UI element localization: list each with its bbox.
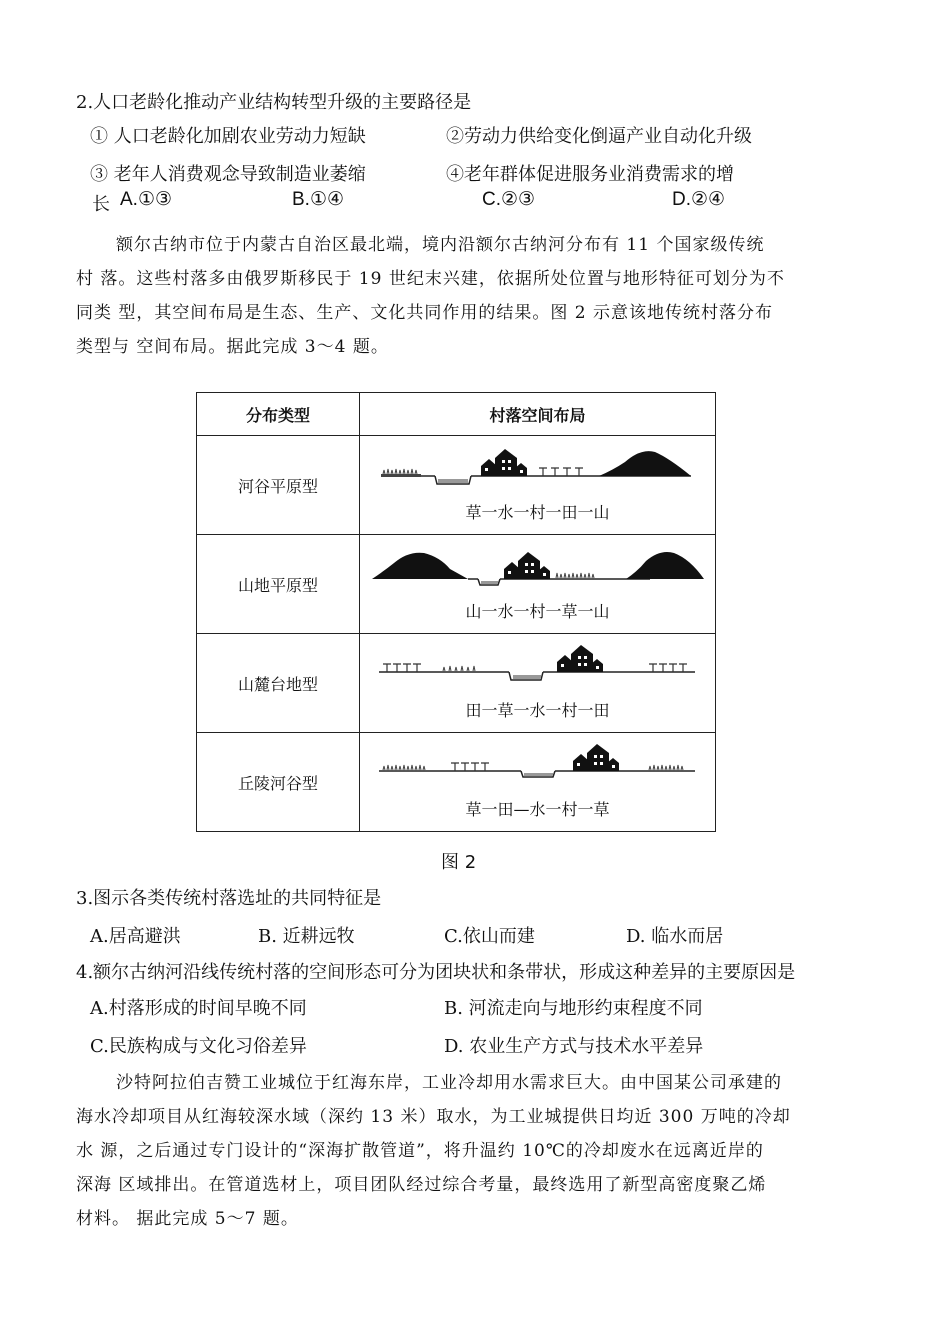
passage-erguna bbox=[76, 228, 842, 364]
layout-caption: 草一水一村一田一山 bbox=[465, 503, 610, 522]
q4-choice-b[interactable]: B. 河流走向与地形约束程度不同 bbox=[444, 998, 703, 1019]
q2-choice-d[interactable]: D.②④ bbox=[672, 189, 726, 210]
type-cell: 河谷平原型 bbox=[197, 436, 360, 535]
type-cell: 丘陵河谷型 bbox=[197, 733, 360, 832]
passage-line: 海水冷却项目从红海较深水域（深约 13 米）取水，为工业城提供日均近 300 万吨的冷却 bbox=[76, 1107, 791, 1127]
q3-choice-a[interactable]: A.居高避洪 bbox=[90, 926, 181, 947]
grass-icon bbox=[443, 666, 475, 671]
village-icon bbox=[504, 552, 550, 579]
table-row bbox=[197, 535, 716, 634]
figure-caption: 图 2 bbox=[441, 852, 477, 873]
q3-choice-d[interactable]: D. 临水而居 bbox=[626, 926, 724, 947]
water-icon bbox=[435, 476, 471, 484]
mountain-icon bbox=[372, 553, 468, 579]
mountain-icon bbox=[599, 451, 691, 476]
mountain-icon bbox=[626, 552, 704, 579]
q3-choice-b[interactable]: B. 近耕远牧 bbox=[258, 926, 355, 947]
q2-item-3: ③ 老年人消费观念导致制造业萎缩 bbox=[90, 164, 366, 185]
layout-cell bbox=[360, 634, 716, 733]
passage-line: 额尔古纳市位于内蒙古自治区最北端，境内沿额尔古纳河分布有 11 个国家级传统 bbox=[116, 235, 765, 255]
layout-diagram-valley-plain bbox=[373, 444, 703, 496]
q4-choice-d[interactable]: D. 农业生产方式与技术水平差异 bbox=[444, 1036, 704, 1057]
header-distribution-type: 分布类型 bbox=[197, 393, 360, 436]
passage-line: 类型与 空间布局。据此完成 3～4 题。 bbox=[76, 337, 389, 357]
passage-line: 村 落。这些村落多由俄罗斯移民于 19 世纪末兴建，依据所处位置与地形特征可划分为不 bbox=[76, 269, 785, 289]
q2-choice-c[interactable]: C.②③ bbox=[482, 189, 536, 210]
q2-choice-b[interactable]: B.①④ bbox=[292, 189, 345, 210]
q4-choice-c[interactable]: C.民族构成与文化习俗差异 bbox=[90, 1036, 307, 1057]
grass-icon bbox=[381, 469, 421, 477]
layout-cell bbox=[360, 733, 716, 832]
layout-diagram-mountain-plain bbox=[370, 543, 706, 595]
table-row bbox=[197, 634, 716, 733]
q2-item-1: ① 人口老龄化加剧农业劳动力短缺 bbox=[90, 126, 366, 147]
village-icon bbox=[573, 744, 619, 771]
water-icon bbox=[478, 579, 500, 585]
q3-stem: 3.图示各类传统村落选址的共同特征是 bbox=[76, 888, 382, 909]
passage-line: 同类 型，其空间布局是生态、生产、文化共同作用的结果。图 2 示意该地传统村落分布 bbox=[76, 303, 774, 323]
field-icon bbox=[539, 468, 583, 476]
passage-line: 深海 区域排出。在管道选材上，项目团队经过综合考量，最终选用了新型高密度聚乙烯 bbox=[76, 1175, 767, 1195]
village-icon bbox=[481, 449, 527, 476]
layout-cell bbox=[360, 535, 716, 634]
type-cell: 山地平原型 bbox=[197, 535, 360, 634]
q3-choice-c[interactable]: C.依山而建 bbox=[444, 926, 535, 947]
passage-line: 沙特阿拉伯吉赞工业城位于红海东岸，工业冷却用水需求巨大。由中国某公司承建的 bbox=[116, 1073, 782, 1093]
table-row bbox=[197, 436, 716, 535]
type-cell: 山麓台地型 bbox=[197, 634, 360, 733]
village-icon bbox=[557, 645, 603, 672]
grass-icon bbox=[649, 765, 683, 770]
layout-caption: 山一水一村一草一山 bbox=[465, 602, 610, 621]
passage-jazan bbox=[76, 1066, 842, 1236]
water-icon bbox=[509, 672, 543, 680]
q2-choice-a[interactable]: A.①③ bbox=[120, 189, 173, 210]
q2-item-2: ②劳动力供给变化倒逼产业自动化升级 bbox=[446, 126, 752, 147]
q2-item-4: ④老年群体促进服务业消费需求的增 bbox=[446, 164, 734, 185]
field-icon bbox=[451, 763, 489, 771]
grass-icon bbox=[383, 765, 425, 770]
layout-diagram-piedmont-terrace bbox=[373, 642, 703, 694]
layout-cell bbox=[360, 436, 716, 535]
grass-icon bbox=[556, 573, 594, 578]
water-icon bbox=[521, 771, 555, 777]
layout-caption: 草一田—水一村一草 bbox=[465, 800, 610, 819]
passage-line: 材料。 据此完成 5～7 题。 bbox=[76, 1209, 299, 1229]
q4-stem: 4.额尔古纳河沿线传统村落的空间形态可分为团块状和条带状，形成这种差异的主要原因是 bbox=[76, 962, 796, 983]
layout-caption: 田一草一水一村一田 bbox=[465, 701, 610, 720]
village-layout-table bbox=[196, 392, 716, 832]
field-icon bbox=[383, 664, 421, 672]
header-spatial-layout: 村落空间布局 bbox=[360, 393, 716, 436]
table-row bbox=[197, 733, 716, 832]
q2-item-4-wrap: 长 bbox=[92, 194, 110, 215]
field-icon bbox=[649, 664, 687, 672]
layout-diagram-hilly-valley bbox=[373, 741, 703, 793]
passage-line: 水 源，之后通过专门设计的“深海扩散管道”，将升温约 10℃的冷却废水在远离近岸的 bbox=[76, 1141, 764, 1161]
q2-stem: 2.人口老龄化推动产业结构转型升级的主要路径是 bbox=[76, 92, 472, 113]
q4-choice-a[interactable]: A.村落形成的时间早晚不同 bbox=[90, 998, 307, 1019]
